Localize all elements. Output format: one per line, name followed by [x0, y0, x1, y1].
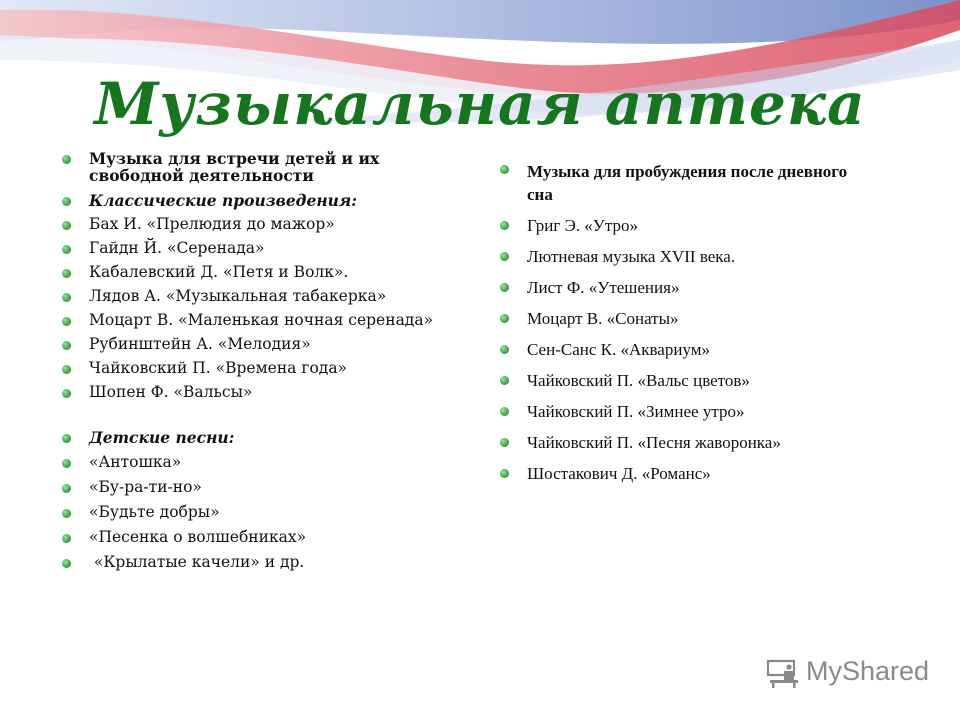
bullet-icon: [500, 221, 509, 230]
list-item: Гайдн Й. «Серенада»: [62, 240, 462, 257]
bullet-icon: [62, 389, 71, 398]
bullet-icon: [62, 317, 71, 326]
list-item: Лядов А. «Музыкальная табакерка»: [62, 288, 462, 305]
list-item: Моцарт В. «Маленькая ночная серенада»: [62, 312, 462, 329]
myshared-logo[interactable]: [766, 656, 936, 692]
list-item: «Будьте добры»: [62, 504, 462, 521]
bullet-icon: [62, 221, 71, 230]
list-item: Шопен Ф. «Вальсы»: [62, 384, 462, 401]
bullet-icon: [62, 559, 71, 568]
bullet-icon: [62, 534, 71, 543]
bullet-icon: [62, 245, 71, 254]
bullet-icon: [500, 469, 509, 478]
list-item: Классические произведения:: [62, 192, 462, 209]
bullet-icon: [62, 365, 71, 374]
list-item: «Песенка о волшебниках»: [62, 529, 462, 546]
list-item: «Крылатые качели» и др.: [62, 554, 462, 571]
bullet-icon: [62, 509, 71, 518]
list-item: Чайковский П. «Времена года»: [62, 360, 462, 377]
bullet-icon: [500, 407, 509, 416]
bullet-icon: [62, 155, 71, 164]
bullet-icon: [62, 484, 71, 493]
page-title: Музыкальная аптека: [94, 70, 866, 138]
list-item: Лютневая музыка XVII века.: [500, 247, 920, 267]
list-item: Шостакович Д. «Романс»: [500, 464, 920, 484]
list-item: Бах И. «Прелюдия до мажор»: [62, 216, 462, 233]
list-item: Моцарт В. «Сонаты»: [500, 309, 920, 329]
list-item: Чайковский П. «Вальс цветов»: [500, 371, 920, 391]
bullet-icon: [62, 269, 71, 278]
bullet-icon: [500, 283, 509, 292]
list-item: Сен-Санс К. «Аквариум»: [500, 340, 920, 360]
bullet-icon: [62, 293, 71, 302]
bullet-icon: [500, 345, 509, 354]
list-item: Чайковский П. «Зимнее утро»: [500, 402, 920, 422]
bullet-icon: [62, 341, 71, 350]
left-list: [62, 150, 462, 571]
list-item: «Бу-ра-ти-но»: [62, 479, 462, 496]
list-item: Рубинштейн А. «Мелодия»: [62, 336, 462, 353]
bullet-icon: [500, 252, 509, 261]
bullet-icon: [62, 459, 71, 468]
bullet-icon: [62, 434, 71, 443]
teacher-desk-icon: [766, 658, 800, 688]
bullet-icon: [62, 197, 71, 206]
list-item: Григ Э. «Утро»: [500, 216, 920, 236]
list-item: Музыка для пробуждения после дневного сна: [500, 160, 857, 206]
list-item: Детские песни:: [62, 429, 462, 446]
logo-text: MyShared: [806, 656, 930, 686]
bullet-icon: [500, 314, 509, 323]
bullet-icon: [500, 376, 509, 385]
list-item: Кабалевский Д. «Петя и Волк».: [62, 264, 462, 281]
list-item: Чайковский П. «Песня жаворонка»: [500, 433, 920, 453]
list-item: «Антошка»: [62, 454, 462, 471]
list-item: Музыка для встречи детей и их свободной деятельности: [62, 150, 462, 184]
list-item: Лист Ф. «Утешения»: [500, 278, 920, 298]
bullet-icon: [500, 165, 509, 174]
right-list: [500, 160, 920, 484]
bullet-icon: [500, 438, 509, 447]
